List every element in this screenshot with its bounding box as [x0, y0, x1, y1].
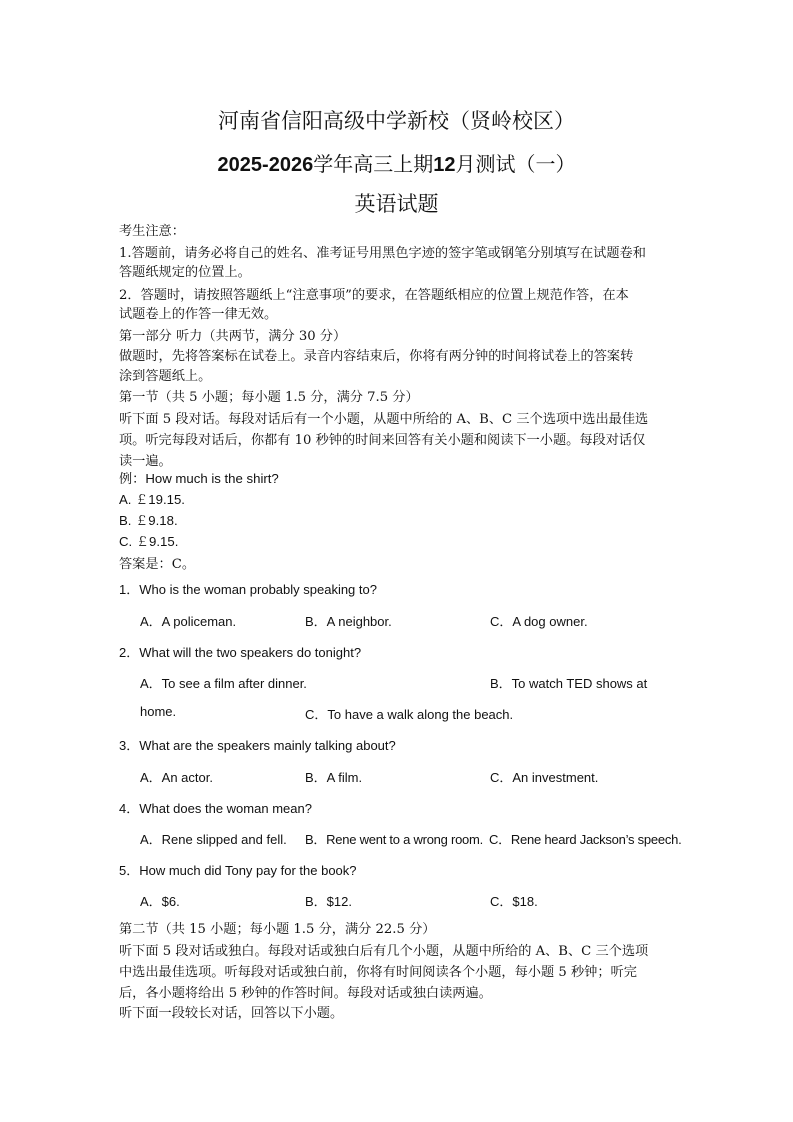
question-4-option-b: B．Rene went to a wrong room.	[305, 832, 483, 847]
part1-heading: 第一部分 听力（共两节，满分 30 分）	[119, 329, 347, 344]
question-2-option-b-cont: home.	[140, 704, 177, 719]
example-answer: 答案是：C。	[119, 557, 196, 572]
exam-year: 2025-2026	[217, 154, 314, 176]
question-2-option-c: C．To have a walk along the beach.	[305, 707, 514, 722]
question-5-option-b: B．$12.	[305, 894, 352, 909]
section2-heading: 第二节（共 15 小题；每小题 1.5 分，满分 22.5 分）	[119, 922, 436, 937]
section1-line1: 听下面 5 段对话。每段对话后有一个小题，从题中所给的 A、B、C 三个选项中选出最佳选	[119, 412, 649, 427]
exam-title-end: 月测试（一）	[455, 152, 576, 176]
subject-title: 英语试题	[354, 192, 439, 216]
part1-intro-line1: 做题时，先将答案标在试卷上。录音内容结束后，你将有两分钟的时间将试卷上的答案转	[119, 349, 634, 364]
question-1-option-a: A．A policeman.	[140, 614, 237, 629]
exam-title	[0, 148, 793, 177]
example-question: 例：How much is the shirt?	[119, 471, 279, 486]
exam-title-mid: 学年高三上期	[313, 152, 434, 176]
question-2: 2．What will the two speakers do tonight?	[119, 645, 362, 660]
question-3: 3．What are the speakers mainly talking about?	[119, 738, 396, 753]
section2-line2: 中选出最佳选项。听每段对话或独白前，你将有时间阅读各个小题，每小题 5 秒钟；听完	[119, 965, 637, 980]
notice-item1-line2: 答题纸规定的位置上。	[119, 265, 251, 280]
notice-heading: 考生注意：	[119, 224, 185, 239]
question-2-option-a: A．To see a film after dinner.	[140, 676, 307, 691]
question-3-option-c: C．An investment.	[490, 770, 599, 785]
section2-line1: 听下面 5 段对话或独白。每段对话或独白后有几个小题，从题中所给的 A、B、C 三个选项	[119, 944, 649, 959]
notice-item2-line1: 2．答题时，请按照答题纸上“注意事项”的要求，在答题纸相应的位置上规范作答，在本	[119, 288, 629, 303]
question-4-option-a: A．Rene slipped and fell.	[140, 832, 287, 847]
question-1-option-c: C．A dog owner.	[490, 614, 588, 629]
example-option-b: B. ￡9.18.	[119, 513, 178, 528]
question-5: 5．How much did Tony pay for the book?	[119, 863, 357, 878]
notice-item1-line1: 1.答题前，请务必将自己的姓名、准考证号用黑色字迹的签字笔或钢笔分别填写在试题卷和	[119, 246, 646, 261]
part1-intro-line2: 涂到答题纸上。	[119, 369, 212, 384]
school-title: 河南省信阳高级中学新校（贤岭校区）	[218, 109, 575, 133]
example-option-a: A. ￡19.15.	[119, 492, 185, 507]
exam-month: 12	[433, 154, 456, 176]
section2-line4: 听下面一段较长对话，回答以下小题。	[119, 1006, 344, 1021]
question-1-option-b: B．A neighbor.	[305, 614, 392, 629]
example-option-c: C. ￡9.15.	[119, 534, 179, 549]
question-3-option-b: B．A film.	[305, 770, 363, 785]
question-4-option-c: C．Rene heard Jackson’s speech.	[489, 832, 682, 847]
question-3-option-a: A．An actor.	[140, 770, 213, 785]
section1-line2: 项。听完每段对话后，你都有 10 秒钟的时间来回答有关小题和阅读下一小题。每段对话仅	[119, 433, 646, 448]
notice-item2-line2: 试题卷上的作答一律无效。	[119, 307, 278, 322]
question-1: 1．Who is the woman probably speaking to?	[119, 582, 377, 597]
section1-line3: 读一遍。	[119, 454, 172, 469]
question-5-option-c: C．$18.	[490, 894, 538, 909]
question-2-option-b: B．To watch TED shows at	[490, 676, 648, 691]
question-4: 4．What does the woman mean?	[119, 801, 312, 816]
section2-line3: 后，各小题将给出 5 秒钟的作答时间。每段对话或独白读两遍。	[119, 986, 492, 1001]
question-5-option-a: A．$6.	[140, 894, 180, 909]
section1-heading: 第一节（共 5 小题；每小题 1.5 分，满分 7.5 分）	[119, 390, 419, 405]
